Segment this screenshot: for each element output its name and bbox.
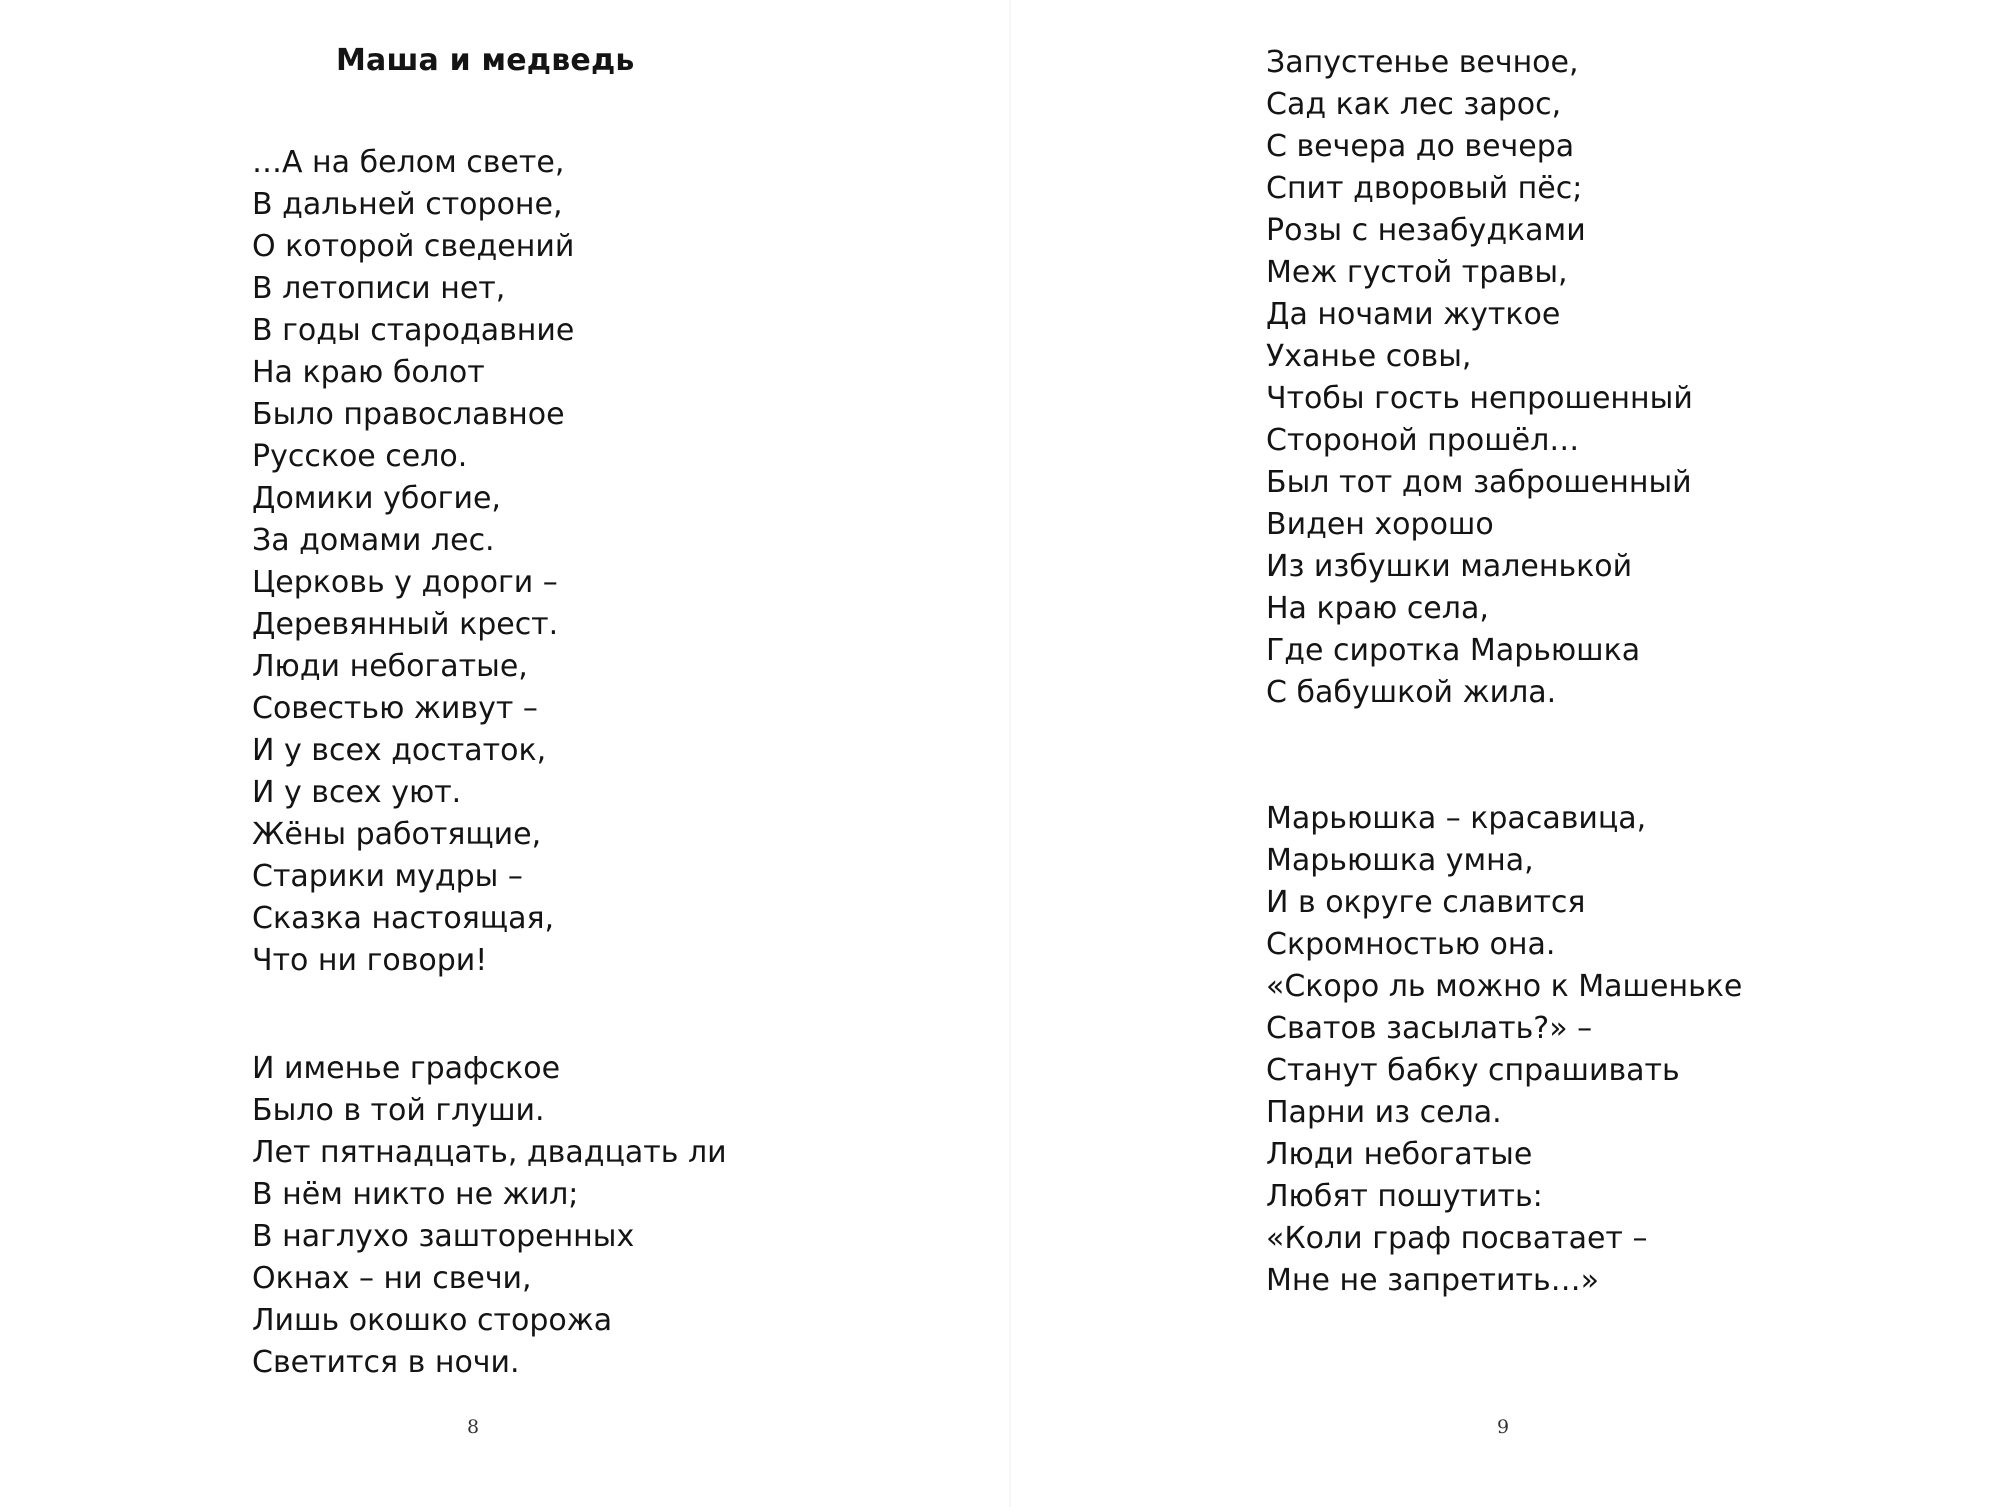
stanza <box>252 1048 727 1384</box>
poem-line: Виден хорошо <box>1266 507 1494 542</box>
poem-line: Был тот дом заброшенный <box>1266 465 1692 500</box>
poem-title: Маша и медведь <box>336 43 635 78</box>
poem-line: В летописи нет, <box>252 271 506 306</box>
poem-line: И в округе славится <box>1266 885 1586 920</box>
poem-line: Сказка настоящая, <box>252 901 555 936</box>
poem-line: Жёны работящие, <box>252 817 542 852</box>
poem-line: О которой сведений <box>252 229 575 264</box>
poem-line: В годы стародавние <box>252 313 575 348</box>
poem-line: Запустенье вечное, <box>1266 45 1579 80</box>
poem-line: Любят пошутить: <box>1266 1179 1543 1214</box>
poem-line: Старики мудры – <box>252 859 523 894</box>
poem-line: За домами лес. <box>252 523 495 558</box>
poem-line: Домики убогие, <box>252 481 501 516</box>
poem-line: Парни из села. <box>1266 1095 1502 1130</box>
poem-line: «Скоро ль можно к Машеньке <box>1266 969 1743 1004</box>
stanza <box>1266 798 1742 1302</box>
poem-line: И именье графское <box>252 1051 561 1086</box>
poem-line: Было православное <box>252 397 565 432</box>
stanza <box>1266 42 1693 714</box>
poem-line: Окнах – ни свечи, <box>252 1261 532 1296</box>
poem-line: Совестью живут – <box>252 691 538 726</box>
poem-line: Из избушки маленькой <box>1266 549 1633 584</box>
poem-line: Мне не запретить…» <box>1266 1263 1600 1298</box>
poem-line: Станут бабку спрашивать <box>1266 1053 1680 1088</box>
poem-line: Где сиротка Марьюшка <box>1266 633 1641 668</box>
poem-line: Уханье совы, <box>1266 339 1472 374</box>
poem-line: Лишь окошко сторожа <box>252 1303 613 1338</box>
poem-line: Марьюшка умна, <box>1266 843 1534 878</box>
poem-line: Да ночами жуткое <box>1266 297 1561 332</box>
poem-line: С вечера до вечера <box>1266 129 1575 164</box>
poem-line: На краю села, <box>1266 591 1489 626</box>
poem-line: В наглухо зашторенных <box>252 1219 635 1254</box>
poem-line: Сватов засылать?» – <box>1266 1011 1593 1046</box>
page-number: 9 <box>1497 1416 1510 1438</box>
poem-line: Люди небогатые <box>1266 1137 1533 1172</box>
poem-line: В дальней стороне, <box>252 187 563 222</box>
poem-line: Церковь у дороги – <box>252 565 558 600</box>
stanza <box>252 142 574 982</box>
poem-line: Розы с незабудками <box>1266 213 1586 248</box>
poem-line: Чтобы гость непрошенный <box>1266 381 1693 416</box>
poem-line: С бабушкой жила. <box>1266 675 1557 710</box>
poem-line: Меж густой травы, <box>1266 255 1568 290</box>
poem-line: Спит дворовый пёс; <box>1266 171 1583 206</box>
poem-line: Что ни говори! <box>252 943 488 978</box>
poem-line: Русское село. <box>252 439 468 474</box>
poem-line: «Коли граф посватает – <box>1266 1221 1648 1256</box>
poem-line: В нём никто не жил; <box>252 1177 579 1212</box>
poem-line: На краю болот <box>252 355 485 390</box>
right-page <box>1010 0 2000 1507</box>
page-number: 8 <box>467 1416 480 1438</box>
poem-line: Люди небогатые, <box>252 649 528 684</box>
poem-line: Лет пятнадцать, двадцать ли <box>252 1135 727 1170</box>
poem-line: Было в той глуши. <box>252 1093 545 1128</box>
poem-line: И у всех уют. <box>252 775 462 810</box>
poem-line: Деревянный крест. <box>252 607 559 642</box>
poem-line: Стороной прошёл… <box>1266 423 1580 458</box>
poem-line: Скромностью она. <box>1266 927 1556 962</box>
poem-line: Марьюшка – красавица, <box>1266 801 1647 836</box>
poem-line: …А на белом свете, <box>252 145 565 180</box>
poem-line: Сад как лес зарос, <box>1266 87 1562 122</box>
poem-line: И у всех достаток, <box>252 733 547 768</box>
poem-line: Светится в ночи. <box>252 1345 520 1380</box>
